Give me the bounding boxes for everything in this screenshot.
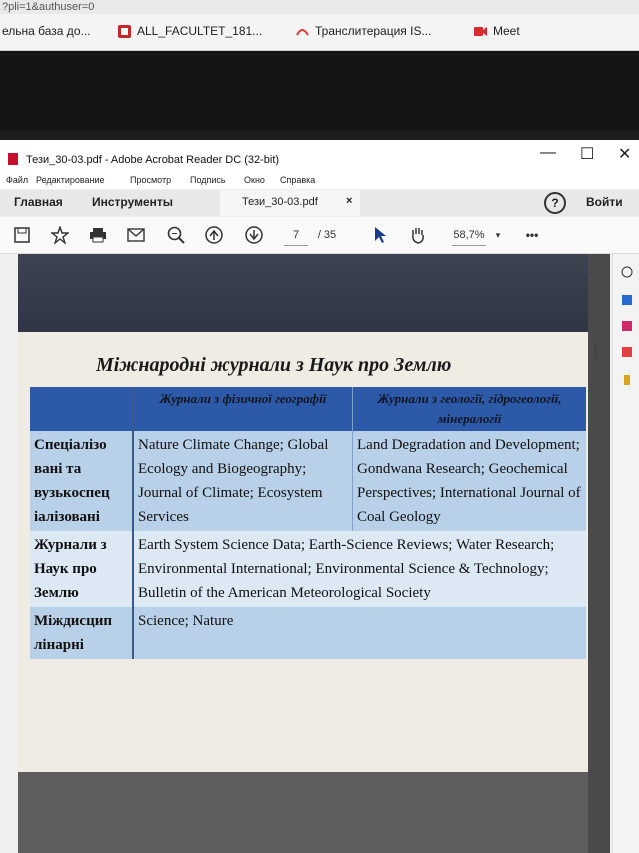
pdf-page xyxy=(18,254,588,853)
journals-table xyxy=(30,387,586,659)
bookmark-item[interactable] xyxy=(2,24,91,38)
signin-button[interactable]: Войти xyxy=(586,195,623,209)
row-label: Спеціалізо вані та вузькоспец іалізовані xyxy=(34,437,110,525)
tab-document-label: Тези_30-03.pdf xyxy=(242,196,318,208)
desktop-gap xyxy=(0,51,639,131)
page-number-input[interactable]: 7 xyxy=(284,225,308,246)
table-cell: Science; Nature xyxy=(132,607,586,659)
more-tools-icon[interactable]: ••• xyxy=(525,228,539,242)
bookmark-label: ALL_FACULTET_181... xyxy=(137,24,263,38)
fill-sign-icon[interactable] xyxy=(621,374,633,386)
table-row xyxy=(30,531,586,607)
save-icon[interactable] xyxy=(12,225,32,245)
bookmarks-bar xyxy=(0,14,639,51)
zoom-dropdown-icon[interactable]: ▾ xyxy=(495,229,501,240)
zoom-level-input[interactable]: 58,7% xyxy=(452,225,486,246)
tab-home[interactable]: Главная xyxy=(14,195,63,209)
page-total: / 35 xyxy=(317,229,337,241)
organize-pages-icon[interactable] xyxy=(621,320,633,332)
minimize-button[interactable]: — xyxy=(540,144,556,161)
edit-pdf-icon[interactable] xyxy=(621,346,633,358)
row-label: Журнали з Наук про Землю xyxy=(34,537,107,601)
toolbar xyxy=(0,217,639,254)
transliteration-icon xyxy=(296,25,309,38)
page-down-icon[interactable] xyxy=(244,225,264,245)
tab-tools[interactable]: Инструменты xyxy=(92,195,174,209)
bookmark-label: Meet xyxy=(493,24,520,38)
menu-view[interactable]: Просмотр xyxy=(130,175,172,185)
bookmark-star-icon[interactable] xyxy=(50,225,70,245)
email-icon[interactable] xyxy=(126,225,146,245)
hand-tool-icon[interactable] xyxy=(408,225,428,245)
help-icon[interactable]: ? xyxy=(544,192,566,214)
bookmark-item[interactable] xyxy=(118,24,262,38)
menu-help[interactable]: Справка xyxy=(280,175,316,185)
table-header-row xyxy=(30,387,586,431)
bookmark-item[interactable] xyxy=(474,24,520,38)
pdf-bookmark-icon xyxy=(118,25,131,38)
maximize-button[interactable]: ☐ xyxy=(580,146,595,163)
document-viewport[interactable] xyxy=(18,254,610,853)
meet-icon xyxy=(474,25,487,38)
table-row xyxy=(30,607,586,659)
table-cell: Earth System Science Data; Earth-Science Reviews; Water Research; Environmental International; Environmental Science & Technology; Bulletin of the American Meteorological Society xyxy=(132,531,586,607)
page-up-icon[interactable] xyxy=(204,225,224,245)
close-tab-button[interactable]: × xyxy=(346,195,353,207)
slide-title: Міжнародні журнали з Наук про Землю xyxy=(96,354,452,376)
window-title: Тези_30-03.pdf - Adobe Acrobat Reader DC (32-bit) xyxy=(26,154,280,166)
menu-sign[interactable]: Подпись xyxy=(190,175,226,185)
table-row xyxy=(30,431,586,531)
select-cursor-icon[interactable] xyxy=(370,225,390,245)
menu-file[interactable]: Файл xyxy=(6,175,29,185)
menu-window[interactable]: Окно xyxy=(244,175,265,185)
url-text: ?pli=1&authuser=0 xyxy=(2,1,95,13)
acrobat-icon xyxy=(8,153,18,165)
close-window-button[interactable]: ✕ xyxy=(618,146,632,163)
acrobat-window xyxy=(0,140,639,853)
table-header-cell xyxy=(30,387,132,431)
export-pdf-icon[interactable] xyxy=(621,294,633,306)
scroll-marker xyxy=(594,344,597,358)
browser-url-bar[interactable] xyxy=(0,0,639,14)
row-label: Міждисцип лінарні xyxy=(34,613,113,653)
bookmark-label: ельна база до... xyxy=(2,24,91,38)
table-header-cell: Журнали з фізичної географії xyxy=(132,387,352,431)
page-lower-area xyxy=(18,772,588,853)
slide-header-band xyxy=(18,254,588,332)
tab-row xyxy=(0,190,639,216)
right-tools-pane xyxy=(612,254,639,853)
menu-edit[interactable]: Редактирование xyxy=(36,175,105,185)
comment-icon[interactable] xyxy=(621,266,633,278)
table-cell: Land Degradation and Development; Gondwana Research; Geochemical Perspectives; International Journal of Coal Geology xyxy=(352,431,586,531)
bookmark-label: Транслитерация IS... xyxy=(315,24,432,38)
bookmark-item[interactable] xyxy=(296,24,431,38)
menu-bar xyxy=(0,173,639,189)
zoom-search-icon[interactable] xyxy=(166,225,186,245)
tab-document[interactable] xyxy=(220,190,360,216)
print-icon[interactable] xyxy=(88,225,108,245)
table-cell: Nature Climate Change; Global Ecology and Biogeography; Journal of Climate; Ecosystem Services xyxy=(132,431,352,531)
table-header-cell: Журнали з геології, гідрогеології, мінералогії xyxy=(352,387,586,431)
